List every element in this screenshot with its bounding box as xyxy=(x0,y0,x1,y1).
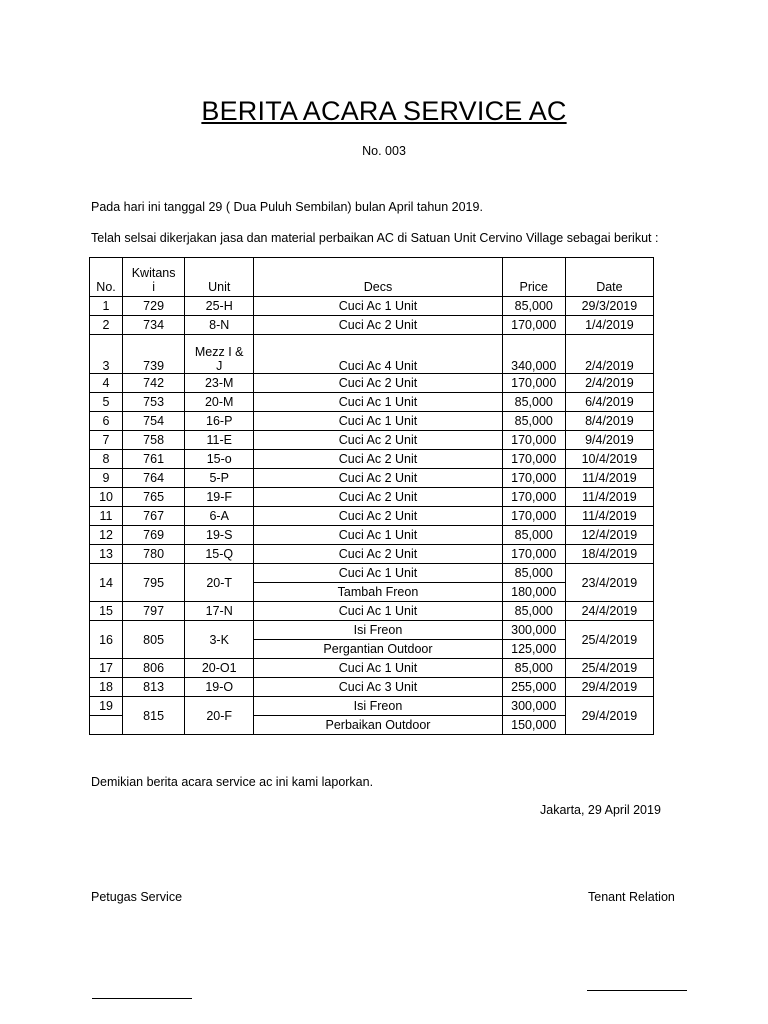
cell-date: 2/4/2019 xyxy=(565,335,653,374)
cell-date: 11/4/2019 xyxy=(565,488,653,507)
cell-no: 5 xyxy=(90,393,123,412)
table-row xyxy=(90,526,654,545)
cell-no: 11 xyxy=(90,507,123,526)
cell-desc: Tambah Freon xyxy=(254,583,502,602)
cell-no: 7 xyxy=(90,431,123,450)
cell-price: 300,000 xyxy=(502,621,565,640)
cell-unit-line1: Mezz I & xyxy=(194,345,244,359)
cell-date: 29/4/2019 xyxy=(565,697,653,735)
cell-price: 85,000 xyxy=(502,564,565,583)
cell-date: 1/4/2019 xyxy=(565,316,653,335)
cell-price: 170,000 xyxy=(502,316,565,335)
cell-desc: Cuci Ac 2 Unit xyxy=(254,374,502,393)
cell-date: 29/4/2019 xyxy=(565,678,653,697)
header-price: Price xyxy=(502,258,565,297)
cell-unit: 15-o xyxy=(185,450,254,469)
table-row xyxy=(90,602,654,621)
table-row xyxy=(90,412,654,431)
cell-price: 170,000 xyxy=(502,545,565,564)
cell-unit: 17-N xyxy=(185,602,254,621)
cell-price: 300,000 xyxy=(502,697,565,716)
cell-kwitansi: 729 xyxy=(123,297,185,316)
header-date: Date xyxy=(565,258,653,297)
cell-kwitansi: 753 xyxy=(123,393,185,412)
cell-desc: Cuci Ac 2 Unit xyxy=(254,469,502,488)
table-row xyxy=(90,545,654,564)
cell-desc: Cuci Ac 2 Unit xyxy=(254,488,502,507)
cell-no: 15 xyxy=(90,602,123,621)
cell-no: 19 xyxy=(90,697,123,716)
cell-kwitansi: 780 xyxy=(123,545,185,564)
signatory-right: Tenant Relation xyxy=(588,890,675,904)
cell-kwitansi: 813 xyxy=(123,678,185,697)
cell-unit: 20-F xyxy=(185,697,254,735)
cell-date: 25/4/2019 xyxy=(565,621,653,659)
cell-desc: Cuci Ac 1 Unit xyxy=(254,564,502,583)
cell-kwitansi: 795 xyxy=(123,564,185,602)
table-row xyxy=(90,431,654,450)
cell-unit: 19-O xyxy=(185,678,254,697)
cell-unit: 20-M xyxy=(185,393,254,412)
cell-desc: Perbaikan Outdoor xyxy=(254,716,502,735)
cell-unit: 3-K xyxy=(185,621,254,659)
table-row xyxy=(90,450,654,469)
cell-kwitansi: 734 xyxy=(123,316,185,335)
cell-date: 24/4/2019 xyxy=(565,602,653,621)
cell-unit: 5-P xyxy=(185,469,254,488)
cell-desc: Cuci Ac 3 Unit xyxy=(254,678,502,697)
header-unit: Unit xyxy=(185,258,254,297)
table-row xyxy=(90,678,654,697)
cell-date: 18/4/2019 xyxy=(565,545,653,564)
table-row xyxy=(90,297,654,316)
document-number: No. 003 xyxy=(362,144,406,158)
cell-date: 11/4/2019 xyxy=(565,507,653,526)
cell-no: 1 xyxy=(90,297,123,316)
table-row xyxy=(90,621,654,640)
cell-no: 17 xyxy=(90,659,123,678)
cell-no: 6 xyxy=(90,412,123,431)
cell-date: 29/3/2019 xyxy=(565,297,653,316)
cell-unit xyxy=(185,335,254,374)
cell-desc: Cuci Ac 1 Unit xyxy=(254,297,502,316)
cell-price: 170,000 xyxy=(502,374,565,393)
cell-price: 85,000 xyxy=(502,412,565,431)
cell-price: 85,000 xyxy=(502,393,565,412)
cell-price: 170,000 xyxy=(502,431,565,450)
closing-statement: Demikian berita acara service ac ini kami laporkan. xyxy=(91,775,374,789)
cell-no: 3 xyxy=(90,335,123,374)
cell-price: 340,000 xyxy=(502,335,565,374)
cell-desc: Cuci Ac 2 Unit xyxy=(254,450,502,469)
cell-price: 85,000 xyxy=(502,297,565,316)
table-row xyxy=(90,393,654,412)
cell-date: 9/4/2019 xyxy=(565,431,653,450)
cell-no: 2 xyxy=(90,316,123,335)
cell-price: 170,000 xyxy=(502,469,565,488)
cell-unit: 8-N xyxy=(185,316,254,335)
cell-kwitansi: 805 xyxy=(123,621,185,659)
cell-desc: Cuci Ac 2 Unit xyxy=(254,431,502,450)
cell-price: 85,000 xyxy=(502,659,565,678)
cell-price: 85,000 xyxy=(502,602,565,621)
table-row xyxy=(90,488,654,507)
table-row xyxy=(90,697,654,716)
cell-unit: 20-O1 xyxy=(185,659,254,678)
cell-kwitansi: 764 xyxy=(123,469,185,488)
cell-price: 180,000 xyxy=(502,583,565,602)
table-header-row xyxy=(90,258,654,297)
cell-no: 10 xyxy=(90,488,123,507)
cell-desc: Cuci Ac 2 Unit xyxy=(254,545,502,564)
cell-unit: 6-A xyxy=(185,507,254,526)
cell-desc: Cuci Ac 1 Unit xyxy=(254,659,502,678)
header-decs: Decs xyxy=(254,258,502,297)
cell-no-empty xyxy=(90,716,123,735)
cell-kwitansi: 739 xyxy=(123,335,185,374)
cell-no: 8 xyxy=(90,450,123,469)
cell-unit: 20-T xyxy=(185,564,254,602)
cell-no: 14 xyxy=(90,564,123,602)
document-title: BERITA ACARA SERVICE AC xyxy=(201,96,567,126)
cell-unit: 15-Q xyxy=(185,545,254,564)
cell-date: 8/4/2019 xyxy=(565,412,653,431)
cell-no: 4 xyxy=(90,374,123,393)
cell-no: 13 xyxy=(90,545,123,564)
cell-kwitansi: 765 xyxy=(123,488,185,507)
cell-unit-line2: J xyxy=(216,359,223,373)
intro-paragraph: Pada hari ini tanggal 29 ( Dua Puluh Sembilan) bulan April tahun 2019. xyxy=(91,200,483,214)
cell-unit: 19-S xyxy=(185,526,254,545)
cell-unit: 16-P xyxy=(185,412,254,431)
cell-kwitansi: 761 xyxy=(123,450,185,469)
cell-desc: Pergantian Outdoor xyxy=(254,640,502,659)
cell-date: 10/4/2019 xyxy=(565,450,653,469)
cell-kwitansi: 797 xyxy=(123,602,185,621)
table-row xyxy=(90,507,654,526)
cell-date: 23/4/2019 xyxy=(565,564,653,602)
cell-unit: 23-M xyxy=(185,374,254,393)
cell-no: 9 xyxy=(90,469,123,488)
cell-desc: Cuci Ac 4 Unit xyxy=(254,335,502,374)
cell-kwitansi: 767 xyxy=(123,507,185,526)
signature-line-right xyxy=(587,990,687,991)
cell-date: 6/4/2019 xyxy=(565,393,653,412)
cell-desc: Isi Freon xyxy=(254,621,502,640)
cell-unit: 11-E xyxy=(185,431,254,450)
header-no: No. xyxy=(90,258,123,297)
cell-desc: Cuci Ac 2 Unit xyxy=(254,507,502,526)
cell-date: 25/4/2019 xyxy=(565,659,653,678)
service-table xyxy=(89,257,654,735)
table-row xyxy=(90,335,654,374)
cell-price: 125,000 xyxy=(502,640,565,659)
cell-price: 170,000 xyxy=(502,450,565,469)
cell-desc: Cuci Ac 1 Unit xyxy=(254,393,502,412)
cell-price: 255,000 xyxy=(502,678,565,697)
signature-line-left xyxy=(92,998,192,999)
cell-desc: Cuci Ac 2 Unit xyxy=(254,316,502,335)
cell-desc: Cuci Ac 1 Unit xyxy=(254,602,502,621)
cell-price: 85,000 xyxy=(502,526,565,545)
cell-no: 16 xyxy=(90,621,123,659)
table-row xyxy=(90,374,654,393)
place-date: Jakarta, 29 April 2019 xyxy=(540,803,661,817)
cell-unit: 25-H xyxy=(185,297,254,316)
table-row xyxy=(90,469,654,488)
table-row xyxy=(90,316,654,335)
cell-date: 11/4/2019 xyxy=(565,469,653,488)
cell-price: 170,000 xyxy=(502,488,565,507)
cell-kwitansi: 754 xyxy=(123,412,185,431)
header-kwitansi-line2: i xyxy=(152,280,155,294)
cell-no: 18 xyxy=(90,678,123,697)
work-description-paragraph: Telah selsai dikerjakan jasa dan material perbaikan AC di Satuan Unit Cervino Village sebagai berikut : xyxy=(91,231,659,245)
cell-kwitansi: 758 xyxy=(123,431,185,450)
cell-kwitansi: 806 xyxy=(123,659,185,678)
table-row xyxy=(90,659,654,678)
cell-date: 2/4/2019 xyxy=(565,374,653,393)
cell-desc: Cuci Ac 1 Unit xyxy=(254,412,502,431)
cell-price: 170,000 xyxy=(502,507,565,526)
cell-kwitansi: 742 xyxy=(123,374,185,393)
cell-price: 150,000 xyxy=(502,716,565,735)
signatory-left: Petugas Service xyxy=(91,890,183,904)
table-row xyxy=(90,564,654,583)
header-kwitansi xyxy=(123,258,185,297)
cell-kwitansi: 769 xyxy=(123,526,185,545)
cell-kwitansi: 815 xyxy=(123,697,185,735)
cell-no: 12 xyxy=(90,526,123,545)
header-kwitansi-line1: Kwitans xyxy=(131,266,176,280)
cell-desc: Cuci Ac 1 Unit xyxy=(254,526,502,545)
cell-desc: Isi Freon xyxy=(254,697,502,716)
cell-unit: 19-F xyxy=(185,488,254,507)
cell-date: 12/4/2019 xyxy=(565,526,653,545)
